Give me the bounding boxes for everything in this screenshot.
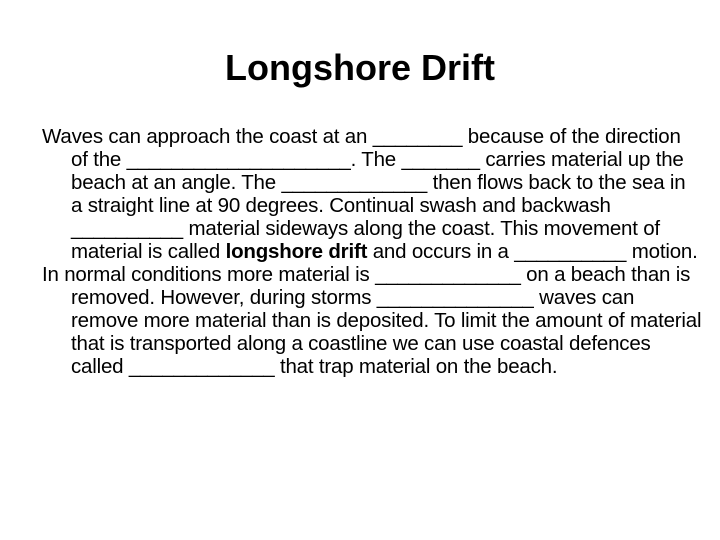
text-segment: and occurs in a xyxy=(367,240,515,263)
paragraph-longshore-process xyxy=(42,125,702,263)
text-segment: carries material up the beach at an angle. The xyxy=(71,148,684,194)
fill-in-blank: _______ xyxy=(401,148,480,171)
fill-in-blank: __________ xyxy=(514,240,627,263)
text-segment: that trap material on the beach. xyxy=(274,355,558,378)
text-segment: In normal conditions more material is xyxy=(42,263,376,286)
text-segment: motion. xyxy=(626,240,698,263)
paragraph-coastal-defences xyxy=(42,263,702,378)
slide-title: Longshore Drift xyxy=(225,47,495,88)
text-segment: on a beach than is removed. However, during storms xyxy=(71,263,691,309)
fill-in-blank: ____________________ xyxy=(126,148,351,171)
text-segment: material sideways along the coast. This movement of material is called xyxy=(71,217,660,263)
key-term-longshore-drift: longshore drift xyxy=(225,240,368,263)
fill-in-blank: _____________ xyxy=(281,171,428,194)
slide-body xyxy=(42,125,702,378)
text-segment: Waves can approach the coast at an xyxy=(42,125,373,148)
text-segment: because of the direction of the xyxy=(71,125,681,171)
fill-in-blank: _____________ xyxy=(128,355,275,378)
fill-in-blank: ________ xyxy=(372,125,463,148)
fill-in-blank: ______________ xyxy=(376,286,534,309)
text-segment: . The xyxy=(350,148,402,171)
fill-in-blank: _____________ xyxy=(375,263,521,286)
text-segment: waves can remove more material than is deposited. To limit the amount of material that is transported along a coastline we can use coastal defences called xyxy=(71,286,702,378)
fill-in-blank: __________ xyxy=(71,217,184,240)
text-segment: then flows back to the sea in a straight line at 90 degrees. Continual swash and backwash xyxy=(71,171,686,217)
